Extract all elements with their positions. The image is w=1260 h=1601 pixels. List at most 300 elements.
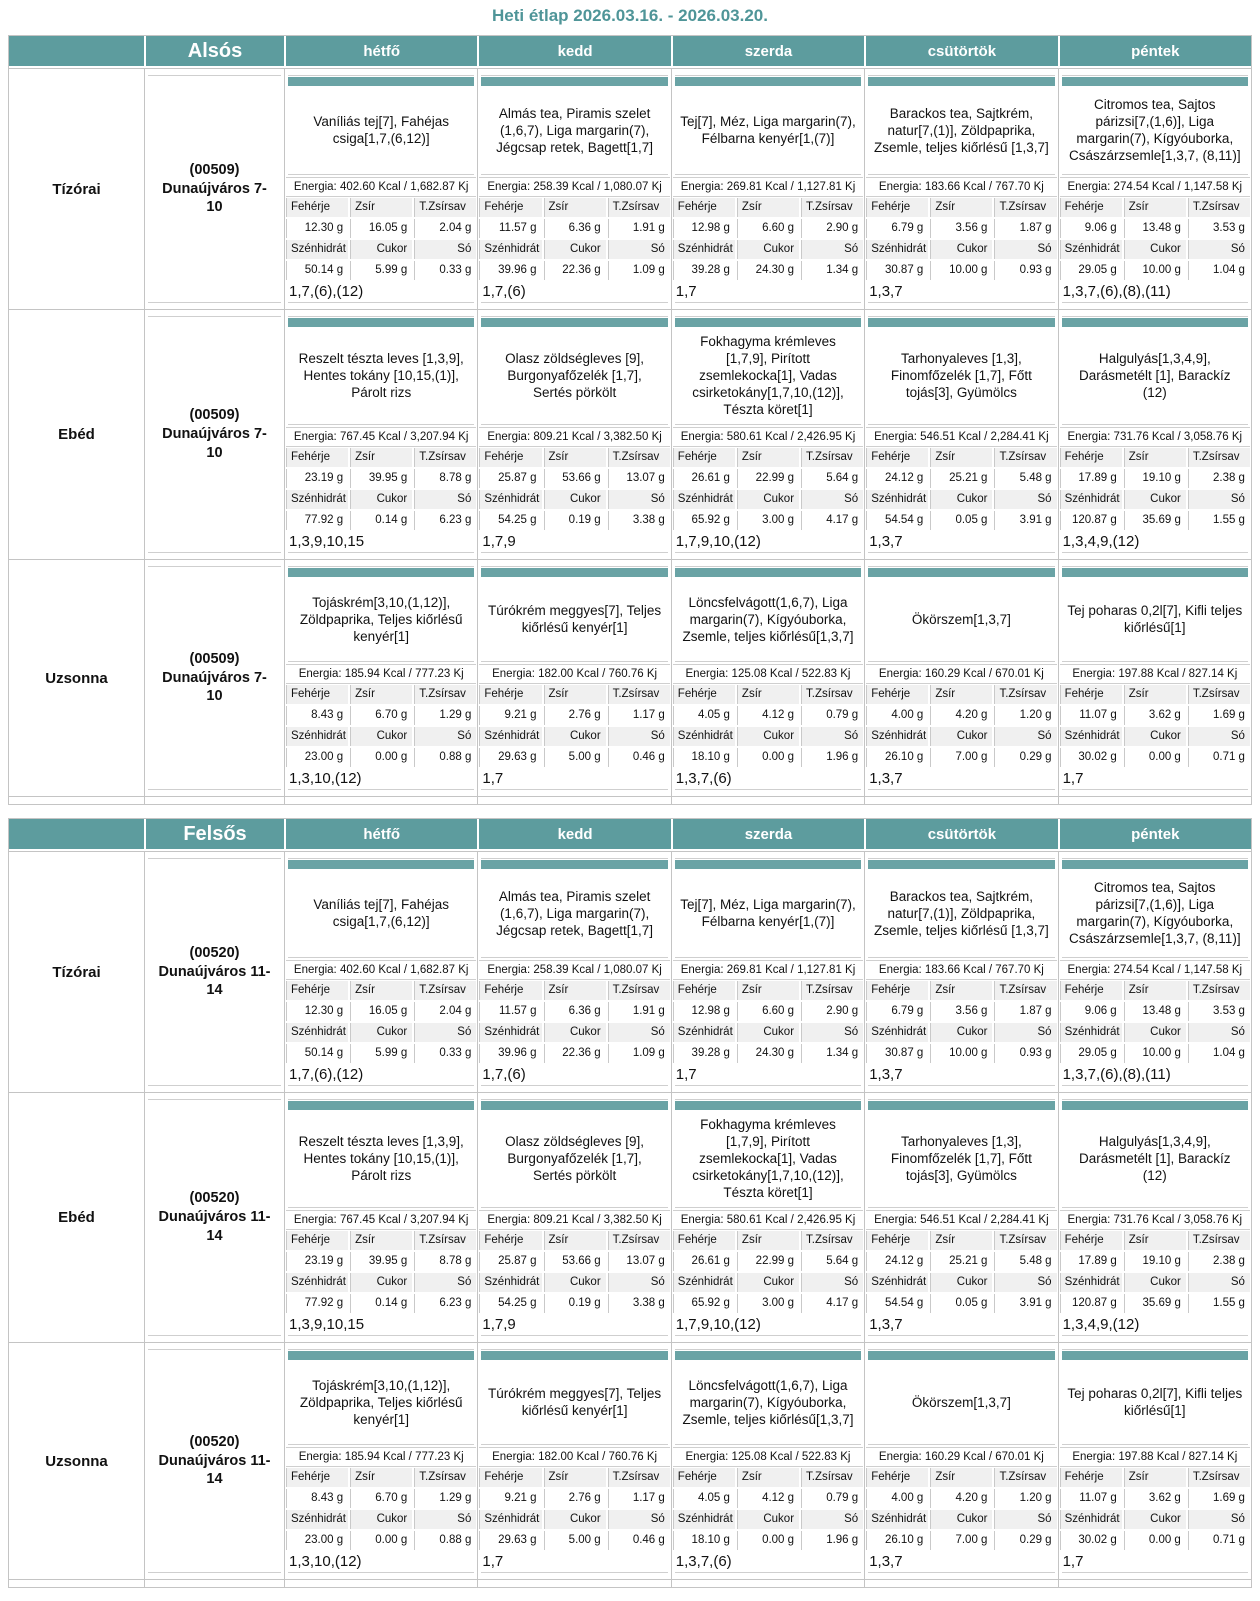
nutrient-value-satfat: 1.69 g	[1188, 706, 1250, 725]
nutrition-table	[865, 1230, 1057, 1313]
nutrient-value-carbs: 18.10 g	[673, 1531, 735, 1550]
allergen-codes: 1,7,9,10,(12)	[675, 533, 761, 550]
nutrient-label-satfat: T.Zsírsav	[608, 981, 670, 1000]
nutrient-value-carbs: 120.87 g	[1060, 511, 1122, 530]
nutrient-label-sugar: Cukor	[1124, 727, 1186, 746]
nutrient-label-salt: Só	[994, 1510, 1056, 1529]
divider	[288, 302, 474, 309]
nutrient-label-sugar: Cukor	[544, 1023, 606, 1042]
nutrient-value-fat: 3.56 g	[930, 219, 992, 238]
meal-description: Tej poharas 0,2l[7], Kifli teljes kiőrlésű[1]	[1062, 577, 1248, 662]
nutrient-value-salt: 0.88 g	[414, 748, 476, 767]
nutrient-value-carbs: 39.96 g	[479, 1044, 541, 1063]
nutrient-value-protein: 11.57 g	[479, 219, 541, 238]
meal-description: Tojáskrém[3,10,(1,12)], Zöldpaprika, Teljes kiőrlésű kenyér[1]	[288, 1360, 474, 1445]
nutrient-label-fat: Zsír	[544, 1231, 606, 1250]
accent-bar	[675, 1101, 861, 1110]
nutrient-value-carbs: 54.54 g	[866, 1294, 928, 1313]
allergen-codes: 1,3,9,10,15	[289, 533, 365, 550]
nutrient-value-protein: 11.57 g	[479, 1002, 541, 1021]
nutrient-label-carbs: Szénhidrát	[866, 490, 928, 509]
divider	[148, 302, 281, 309]
allergen-codes: 1,7,9	[482, 533, 516, 550]
nutrient-value-carbs: 29.63 g	[479, 748, 541, 767]
nutrient-label-satfat: T.Zsírsav	[994, 1468, 1056, 1487]
nutrient-value-sugar: 10.00 g	[1124, 1044, 1186, 1063]
nutrient-label-protein: Fehérje	[286, 1231, 348, 1250]
menu-cell	[477, 560, 670, 796]
energy-line: Energia: 160.29 Kcal / 670.01 Kj	[866, 664, 1056, 684]
spacer-cell	[477, 797, 670, 804]
energy-line: Energia: 125.08 Kcal / 522.83 Kj	[673, 664, 863, 684]
accent-bar	[288, 1351, 474, 1360]
menu-cell	[864, 1343, 1057, 1579]
nutrient-label-sugar: Cukor	[1124, 1510, 1186, 1529]
meal-description: Túrókrém meggyes[7], Teljes kiőrlésű kenyér[1]	[481, 577, 667, 662]
nutrient-label-satfat: T.Zsírsav	[801, 198, 863, 217]
nutrient-label-protein: Fehérje	[286, 1468, 348, 1487]
accent-bar	[481, 860, 667, 869]
nutrient-label-fat: Zsír	[737, 1231, 799, 1250]
nutrient-value-salt: 4.17 g	[801, 1294, 863, 1313]
energy-line: Energia: 580.61 Kcal / 2,426.95 Kj	[673, 427, 863, 447]
nutrient-value-protein: 26.61 g	[673, 469, 735, 488]
nutrient-value-satfat: 3.53 g	[1188, 219, 1250, 238]
nutrient-value-carbs: 26.10 g	[866, 748, 928, 767]
nutrient-label-satfat: T.Zsírsav	[994, 448, 1056, 467]
divider	[1062, 310, 1248, 317]
nutrient-label-protein: Fehérje	[479, 448, 541, 467]
nutrient-value-fat: 6.36 g	[544, 219, 606, 238]
divider	[675, 789, 861, 796]
energy-line: Energia: 580.61 Kcal / 2,426.95 Kj	[673, 1210, 863, 1230]
nutrient-label-salt: Só	[1188, 1023, 1250, 1042]
menu-cell	[671, 852, 864, 1092]
nutrient-label-carbs: Szénhidrát	[866, 1510, 928, 1529]
nutrient-label-salt: Só	[801, 727, 863, 746]
spacer-cell	[284, 1580, 477, 1587]
nutrient-label-salt: Só	[1188, 1510, 1250, 1529]
divider	[148, 1343, 281, 1350]
meal-description: Olasz zöldségleves [9], Burgonyafőzelék [1,7], Sertés pörkölt	[481, 1110, 667, 1208]
nutrient-label-protein: Fehérje	[866, 981, 928, 1000]
nutrient-label-carbs: Szénhidrát	[286, 240, 348, 259]
meal-description: Tej poharas 0,2l[7], Kifli teljes kiőrlésű[1]	[1062, 1360, 1248, 1445]
divider	[481, 69, 667, 76]
divider	[481, 1085, 667, 1092]
nutrient-value-carbs: 30.87 g	[866, 261, 928, 280]
nutrient-value-protein: 12.98 g	[673, 1002, 735, 1021]
divider	[148, 1572, 281, 1579]
nutrient-label-fat: Zsír	[350, 448, 412, 467]
divider	[481, 1343, 667, 1350]
energy-line: Energia: 185.94 Kcal / 777.23 Kj	[286, 664, 476, 684]
divider	[481, 789, 667, 796]
divider	[288, 552, 474, 559]
location-cell	[144, 310, 284, 559]
nutrient-value-salt: 1.09 g	[608, 1044, 670, 1063]
menu-section-alsos	[8, 35, 1252, 805]
nutrient-value-sugar: 22.36 g	[544, 261, 606, 280]
divider	[868, 1343, 1054, 1350]
divider	[148, 69, 281, 76]
nutrient-value-protein: 12.30 g	[286, 1002, 348, 1021]
nutrient-label-fat: Zsír	[1124, 1231, 1186, 1250]
nutrient-label-fat: Zsír	[1124, 448, 1186, 467]
nutrient-value-salt: 1.96 g	[801, 1531, 863, 1550]
divider	[868, 302, 1054, 309]
menu-cell	[671, 560, 864, 796]
nutrient-value-sugar: 7.00 g	[930, 1531, 992, 1550]
nutrient-value-fat: 6.60 g	[737, 219, 799, 238]
divider	[288, 69, 474, 76]
nutrient-value-protein: 17.89 g	[1060, 469, 1122, 488]
menu-cell	[477, 310, 670, 559]
nutrient-label-carbs: Szénhidrát	[479, 1023, 541, 1042]
nutrient-value-sugar: 0.19 g	[544, 511, 606, 530]
nutrient-value-protein: 9.06 g	[1060, 219, 1122, 238]
nutrient-label-sugar: Cukor	[1124, 490, 1186, 509]
spacer-cell	[9, 1580, 144, 1587]
accent-bar	[481, 568, 667, 577]
meal-description: Reszelt tészta leves [1,3,9], Hentes tokány [10,15,(1)], Párolt rizs	[288, 327, 474, 425]
nutrient-value-satfat: 1.87 g	[994, 219, 1056, 238]
nutrient-label-satfat: T.Zsírsav	[608, 198, 670, 217]
nutrient-label-salt: Só	[414, 727, 476, 746]
nutrient-label-protein: Fehérje	[1060, 981, 1122, 1000]
nutrient-label-sugar: Cukor	[1124, 1273, 1186, 1292]
meal-description: Löncsfelvágott(1,6,7), Liga margarin(7), Kígyóuborka, Zsemle, teljes kiőrlésű[1,3,7]	[675, 577, 861, 662]
nutrient-value-satfat: 8.78 g	[414, 469, 476, 488]
nutrient-label-carbs: Szénhidrát	[1060, 240, 1122, 259]
nutrient-label-salt: Só	[414, 1023, 476, 1042]
accent-bar	[868, 1351, 1054, 1360]
nutrient-label-satfat: T.Zsírsav	[1188, 981, 1250, 1000]
day-header-0: hétfő	[284, 819, 477, 849]
energy-line: Energia: 402.60 Kcal / 1,682.87 Kj	[286, 177, 476, 197]
nutrient-value-sugar: 0.00 g	[1124, 1531, 1186, 1550]
energy-line: Energia: 160.29 Kcal / 670.01 Kj	[866, 1447, 1056, 1467]
nutrient-value-protein: 4.05 g	[673, 706, 735, 725]
nutrient-label-fat: Zsír	[737, 448, 799, 467]
spacer-cell	[864, 797, 1057, 804]
nutrient-label-salt: Só	[608, 490, 670, 509]
nutrient-value-fat: 53.66 g	[544, 469, 606, 488]
location-label: (00520) Dunaújváros 11-14	[158, 1190, 271, 1244]
divider	[675, 310, 861, 317]
nutrient-label-sugar: Cukor	[544, 490, 606, 509]
menu-cell	[284, 560, 477, 796]
nutrient-value-satfat: 2.90 g	[801, 219, 863, 238]
location-cell	[144, 852, 284, 1092]
divider	[1062, 1343, 1248, 1350]
nutrient-value-satfat: 1.17 g	[608, 1489, 670, 1508]
section-header-row	[9, 36, 1251, 68]
meal-label: Uzsonna	[45, 1452, 108, 1470]
nutrient-value-carbs: 39.96 g	[479, 261, 541, 280]
meal-label: Uzsonna	[45, 669, 108, 687]
allergen-codes: 1,7,(6),(12)	[289, 283, 364, 300]
meal-label: Ebéd	[58, 1209, 95, 1226]
meal-description: Tej[7], Méz, Liga margarin(7), Félbarna kenyér[1,(7)]	[675, 86, 861, 175]
allergen-codes: 1,7	[1062, 770, 1084, 787]
energy-line: Energia: 197.88 Kcal / 827.14 Kj	[1060, 664, 1250, 684]
nutrient-value-protein: 25.87 g	[479, 469, 541, 488]
nutrient-label-salt: Só	[608, 1273, 670, 1292]
divider	[675, 560, 861, 567]
nutrient-value-sugar: 0.14 g	[350, 1294, 412, 1313]
menu-cell	[477, 852, 670, 1092]
day-header-1: kedd	[477, 36, 670, 66]
nutrient-value-salt: 0.29 g	[994, 1531, 1056, 1550]
nutrient-value-protein: 6.79 g	[866, 1002, 928, 1021]
day-header-0: hétfő	[284, 36, 477, 66]
allergen-codes: 1,7,9	[482, 1316, 516, 1333]
nutrient-value-protein: 4.00 g	[866, 1489, 928, 1508]
energy-line: Energia: 731.76 Kcal / 3,058.76 Kj	[1060, 1210, 1250, 1230]
meal-row	[9, 1342, 1251, 1579]
divider	[481, 310, 667, 317]
nutrient-label-fat: Zsír	[544, 1468, 606, 1487]
energy-line: Energia: 767.45 Kcal / 3,207.94 Kj	[286, 427, 476, 447]
nutrient-label-protein: Fehérje	[866, 198, 928, 217]
meal-label: Tízórai	[52, 963, 101, 981]
nutrient-label-carbs: Szénhidrát	[673, 1510, 735, 1529]
nutrient-label-satfat: T.Zsírsav	[801, 1231, 863, 1250]
divider	[288, 789, 474, 796]
nutrient-value-salt: 1.04 g	[1188, 261, 1250, 280]
day-header-2: szerda	[671, 36, 864, 66]
nutrition-table	[1059, 197, 1251, 280]
meal-row	[9, 851, 1251, 1092]
nutrient-value-satfat: 5.64 g	[801, 469, 863, 488]
nutrient-label-protein: Fehérje	[286, 685, 348, 704]
accent-bar	[868, 1101, 1054, 1110]
day-header-3: csütörtök	[864, 819, 1057, 849]
nutrient-value-carbs: 18.10 g	[673, 748, 735, 767]
menu-cell	[1058, 69, 1251, 309]
nutrient-value-fat: 19.10 g	[1124, 1252, 1186, 1271]
accent-bar	[481, 1101, 667, 1110]
divider	[868, 1085, 1054, 1092]
meal-description: Halgulyás[1,3,4,9], Darásmetélt [1], Barackíz (12)	[1062, 1110, 1248, 1208]
nutrient-value-carbs: 77.92 g	[286, 511, 348, 530]
allergen-codes: 1,7,(6)	[482, 1066, 526, 1083]
nutrient-value-satfat: 5.48 g	[994, 469, 1056, 488]
nutrient-value-satfat: 1.91 g	[608, 1002, 670, 1021]
nutrient-label-salt: Só	[801, 490, 863, 509]
nutrient-label-fat: Zsír	[737, 685, 799, 704]
nutrient-value-satfat: 13.07 g	[608, 1252, 670, 1271]
nutrient-value-fat: 13.48 g	[1124, 1002, 1186, 1021]
nutrient-value-salt: 0.29 g	[994, 748, 1056, 767]
nutrition-table	[478, 447, 670, 530]
nutrient-label-salt: Só	[1188, 490, 1250, 509]
divider	[1062, 69, 1248, 76]
nutrient-value-protein: 11.07 g	[1060, 1489, 1122, 1508]
nutrient-label-protein: Fehérje	[673, 981, 735, 1000]
menu-section-felsos	[8, 818, 1252, 1588]
accent-bar	[868, 77, 1054, 86]
nutrient-label-sugar: Cukor	[737, 1273, 799, 1292]
nutrient-label-satfat: T.Zsírsav	[608, 685, 670, 704]
nutrient-value-satfat: 13.07 g	[608, 469, 670, 488]
nutrient-label-sugar: Cukor	[737, 240, 799, 259]
location-label: (00509) Dunaújváros 7-10	[162, 161, 267, 216]
accent-bar	[868, 568, 1054, 577]
meal-description: Reszelt tészta leves [1,3,9], Hentes tokány [10,15,(1)], Párolt rizs	[288, 1110, 474, 1208]
nutrient-value-salt: 3.91 g	[994, 511, 1056, 530]
nutrition-table	[478, 197, 670, 280]
energy-line: Energia: 182.00 Kcal / 760.76 Kj	[479, 1447, 669, 1467]
nutrient-label-satfat: T.Zsírsav	[801, 448, 863, 467]
nutrient-value-salt: 0.71 g	[1188, 748, 1250, 767]
allergen-codes: 1,3,10,(12)	[289, 1553, 362, 1570]
nutrient-label-protein: Fehérje	[479, 1231, 541, 1250]
meal-description: Halgulyás[1,3,4,9], Darásmetélt [1], Barackíz (12)	[1062, 327, 1248, 425]
nutrient-label-sugar: Cukor	[737, 1510, 799, 1529]
menu-cell	[864, 69, 1057, 309]
divider	[675, 1572, 861, 1579]
nutrient-value-salt: 0.71 g	[1188, 1531, 1250, 1550]
divider	[481, 852, 667, 859]
accent-bar	[1062, 568, 1248, 577]
allergen-codes: 1,3,7	[869, 1316, 903, 1333]
allergen-codes: 1,3,7,(6),(8),(11)	[1062, 283, 1171, 300]
nutrient-label-salt: Só	[994, 490, 1056, 509]
nutrient-value-fat: 39.95 g	[350, 469, 412, 488]
divider	[288, 560, 474, 567]
nutrient-label-carbs: Szénhidrát	[673, 727, 735, 746]
nutrition-table	[865, 447, 1057, 530]
accent-bar	[288, 1101, 474, 1110]
divider	[288, 1085, 474, 1092]
location-label: (00520) Dunaújváros 11-14	[158, 1433, 271, 1488]
meal-description: Almás tea, Piramis szelet (1,6,7), Liga margarin(7), Jégcsap retek, Bagett[1,7]	[481, 86, 667, 175]
nutrient-label-sugar: Cukor	[544, 1273, 606, 1292]
nutrient-value-sugar: 0.00 g	[737, 748, 799, 767]
divider	[675, 552, 861, 559]
nutrient-value-salt: 0.88 g	[414, 1531, 476, 1550]
divider	[868, 789, 1054, 796]
nutrient-label-fat: Zsír	[737, 981, 799, 1000]
nutrient-label-salt: Só	[414, 490, 476, 509]
nutrient-value-salt: 4.17 g	[801, 511, 863, 530]
nutrient-label-protein: Fehérje	[479, 1468, 541, 1487]
divider	[148, 1093, 281, 1100]
nutrient-value-carbs: 30.02 g	[1060, 748, 1122, 767]
nutrient-label-sugar: Cukor	[350, 1273, 412, 1292]
menu-cell	[1058, 852, 1251, 1092]
allergen-codes: 1,7	[675, 1066, 697, 1083]
nutrient-label-protein: Fehérje	[673, 198, 735, 217]
meal-description: Barackos tea, Sajtkrém, natur[7,(1)], Zöldpaprika, Zsemle, teljes kiőrlésű [1,3,7]	[868, 86, 1054, 175]
nutrient-value-protein: 25.87 g	[479, 1252, 541, 1271]
divider	[288, 1335, 474, 1342]
nutrient-value-carbs: 50.14 g	[286, 261, 348, 280]
nutrient-label-carbs: Szénhidrát	[1060, 1510, 1122, 1529]
page-title: Heti étlap 2026.03.16. - 2026.03.20.	[492, 6, 768, 25]
nutrient-label-satfat: T.Zsírsav	[1188, 1231, 1250, 1250]
nutrient-value-sugar: 10.00 g	[930, 1044, 992, 1063]
nutrient-label-sugar: Cukor	[544, 240, 606, 259]
nutrient-value-fat: 25.21 g	[930, 1252, 992, 1271]
accent-bar	[675, 318, 861, 327]
nutrient-value-fat: 39.95 g	[350, 1252, 412, 1271]
nutrient-value-fat: 6.60 g	[737, 1002, 799, 1021]
nutrition-table	[672, 1230, 864, 1313]
menu-cell	[864, 1093, 1057, 1342]
spacer-cell	[671, 797, 864, 804]
nutrient-value-carbs: 39.28 g	[673, 1044, 735, 1063]
meal-description: Citromos tea, Sajtos párizsi[7,(1,6)], Liga margarin(7), Kígyóuborka, Császárzsemle[1,3,7, (8,11)]	[1062, 86, 1248, 175]
menu-cell	[864, 560, 1057, 796]
nutrition-table	[865, 197, 1057, 280]
nutrient-value-salt: 3.91 g	[994, 1294, 1056, 1313]
nutrient-label-satfat: T.Zsírsav	[801, 685, 863, 704]
nutrient-label-protein: Fehérje	[673, 1468, 735, 1487]
nutrient-value-protein: 17.89 g	[1060, 1252, 1122, 1271]
energy-line: Energia: 183.66 Kcal / 767.70 Kj	[866, 960, 1056, 980]
nutrient-label-satfat: T.Zsírsav	[414, 1468, 476, 1487]
nutrition-table	[285, 1230, 477, 1313]
nutrient-value-fat: 6.70 g	[350, 706, 412, 725]
nutrient-label-satfat: T.Zsírsav	[414, 1231, 476, 1250]
meal-row	[9, 68, 1251, 309]
nutrition-table	[478, 1230, 670, 1313]
nutrient-label-protein: Fehérje	[286, 448, 348, 467]
menu-cell	[1058, 310, 1251, 559]
menu-cell	[1058, 1343, 1251, 1579]
nutrient-value-carbs: 54.54 g	[866, 511, 928, 530]
nutrient-value-sugar: 35.69 g	[1124, 511, 1186, 530]
menu-cell	[284, 310, 477, 559]
allergen-codes: 1,3,7	[869, 770, 903, 787]
nutrient-label-protein: Fehérje	[673, 1231, 735, 1250]
allergen-codes: 1,7	[1062, 1553, 1084, 1570]
nutrient-value-fat: 22.99 g	[737, 1252, 799, 1271]
group-header: Alsós	[144, 36, 284, 66]
nutrient-label-protein: Fehérje	[673, 685, 735, 704]
divider	[868, 560, 1054, 567]
day-header-1: kedd	[477, 819, 670, 849]
energy-line: Energia: 182.00 Kcal / 760.76 Kj	[479, 664, 669, 684]
accent-bar	[675, 860, 861, 869]
nutrient-label-salt: Só	[994, 1273, 1056, 1292]
nutrient-value-protein: 4.00 g	[866, 706, 928, 725]
location-cell	[144, 560, 284, 796]
table-footer-spacer	[9, 1579, 1251, 1587]
nutrient-label-salt: Só	[608, 727, 670, 746]
nutrient-label-protein: Fehérje	[1060, 198, 1122, 217]
accent-bar	[1062, 77, 1248, 86]
nutrient-value-carbs: 54.25 g	[479, 1294, 541, 1313]
nutrient-value-sugar: 7.00 g	[930, 748, 992, 767]
nutrition-table	[1059, 447, 1251, 530]
nutrient-label-fat: Zsír	[737, 1468, 799, 1487]
menu-cell	[284, 852, 477, 1092]
divider	[675, 1343, 861, 1350]
nutrient-value-salt: 0.46 g	[608, 1531, 670, 1550]
nutrient-label-satfat: T.Zsírsav	[994, 1231, 1056, 1250]
nutrient-label-salt: Só	[1188, 1273, 1250, 1292]
nutrient-value-salt: 3.38 g	[608, 1294, 670, 1313]
nutrient-value-fat: 3.62 g	[1124, 706, 1186, 725]
nutrient-label-fat: Zsír	[1124, 981, 1186, 1000]
nutrient-value-salt: 1.34 g	[801, 1044, 863, 1063]
menu-cell	[477, 69, 670, 309]
nutrient-label-protein: Fehérje	[866, 1468, 928, 1487]
